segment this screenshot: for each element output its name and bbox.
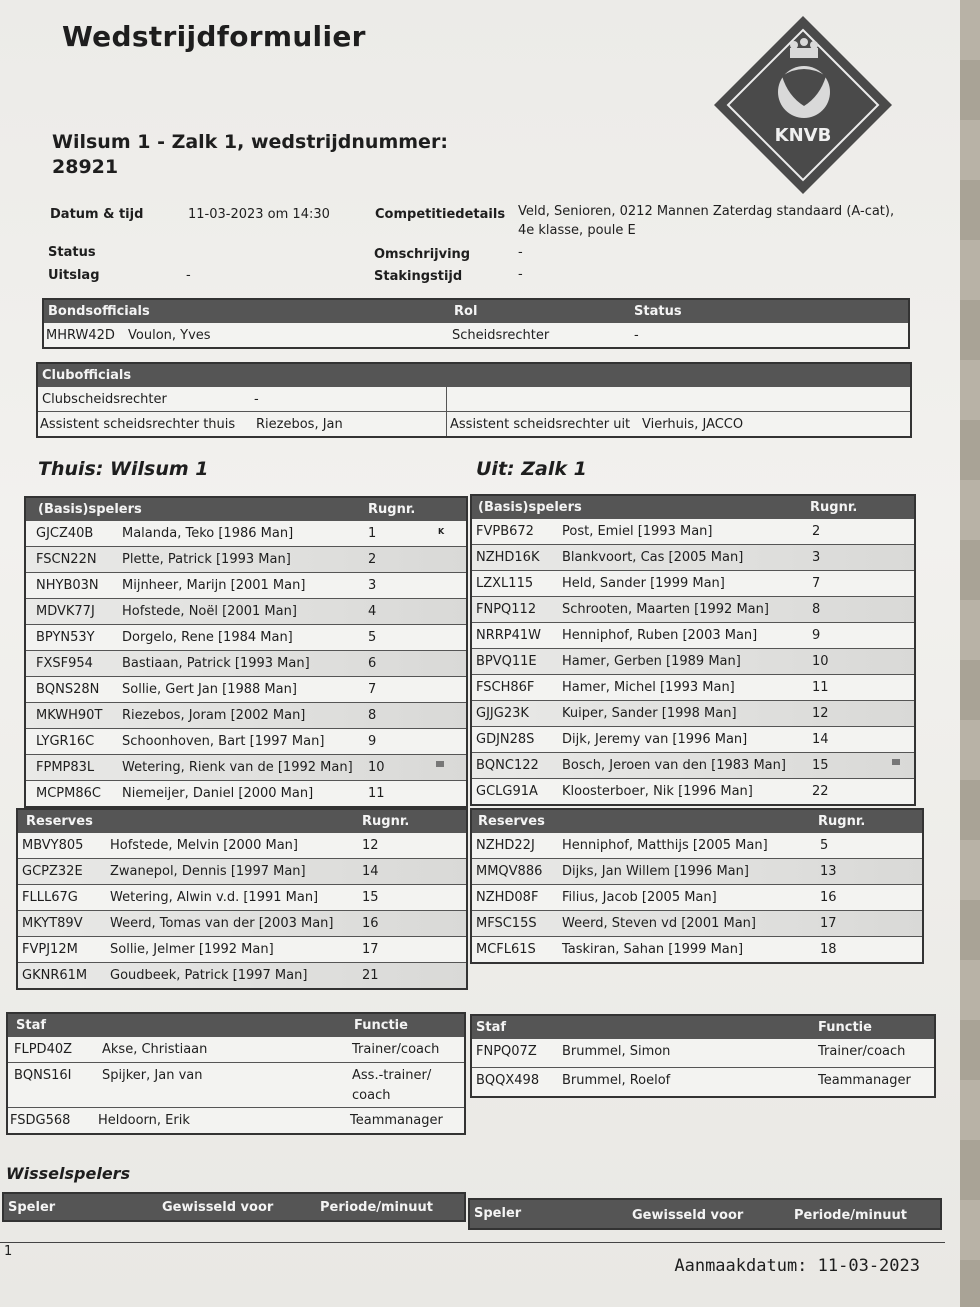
rol-header: Rol	[454, 304, 478, 319]
staf-name: Brummel, Roelof	[562, 1073, 671, 1088]
player-code: BQNC122	[476, 758, 539, 773]
table-row	[18, 884, 466, 910]
table-row	[18, 962, 466, 988]
page-title: Wedstrijdformulier	[62, 20, 366, 53]
player-name: Weerd, Steven vd [2001 Man]	[562, 916, 756, 931]
away-basis-title: (Basis)spelers	[478, 500, 582, 515]
table-row	[472, 622, 914, 648]
table-row	[26, 728, 466, 754]
wissel-gewisseld-header: Gewisseld voor	[632, 1208, 744, 1223]
player-rugnr: 17	[362, 942, 379, 957]
staf-functie: Teammanager	[350, 1113, 443, 1128]
staf-functie: Trainer/coach	[818, 1044, 906, 1059]
home-reserves-title: Reserves	[26, 814, 93, 829]
table-row	[8, 1062, 464, 1107]
player-name: Hofstede, Melvin [2000 Man]	[110, 838, 298, 853]
assistent-uit-value: Vierhuis, JACCO	[642, 417, 744, 432]
away-staf-table	[470, 1014, 936, 1098]
player-code: LZXL115	[476, 576, 534, 591]
staf-code: FSDG568	[10, 1113, 71, 1128]
player-name: Taskiran, Sahan [1999 Man]	[562, 942, 744, 957]
home-rugnr-header: Rugnr.	[368, 502, 416, 517]
assistent-uit-label: Assistent scheidsrechter uit	[450, 417, 631, 432]
player-rugnr: 11	[368, 786, 385, 801]
official-name: Voulon, Yves	[128, 328, 211, 343]
player-code: GJCZ40B	[36, 526, 94, 541]
captain-badge: K	[438, 527, 445, 536]
player-rugnr: 16	[820, 890, 837, 905]
table-row	[472, 700, 914, 726]
staf-code: FLPD40Z	[14, 1042, 73, 1057]
table-row	[472, 752, 914, 778]
bondsofficials-title: Bondsofficials	[48, 304, 150, 319]
player-rugnr: 22	[812, 784, 829, 799]
official-rol: Scheidsrechter	[452, 328, 550, 343]
table-row	[26, 546, 466, 572]
table-row	[472, 1067, 934, 1096]
player-rugnr: 7	[368, 682, 377, 697]
home-reserves-list	[18, 832, 466, 988]
table-row	[26, 702, 466, 728]
bondsofficials-table	[42, 298, 910, 349]
player-name: Post, Emiel [1993 Man]	[562, 524, 713, 539]
table-row	[472, 1038, 934, 1067]
player-name: Hamer, Gerben [1989 Man]	[562, 654, 741, 669]
player-name: Held, Sander [1999 Man]	[562, 576, 725, 591]
player-code: BPYN53Y	[36, 630, 95, 645]
home-staf-header	[8, 1014, 464, 1036]
wisselspelers-title: Wisselspelers	[6, 1164, 131, 1183]
home-basis-title: (Basis)spelers	[38, 502, 142, 517]
player-name: Sollie, Jelmer [1992 Man]	[110, 942, 274, 957]
match-number: 28921	[52, 156, 119, 178]
player-rugnr: 1	[368, 526, 377, 541]
player-code: NRRP41W	[476, 628, 542, 643]
table-row	[26, 520, 466, 546]
player-code: FVPJ12M	[22, 942, 78, 957]
table-row	[472, 778, 914, 804]
player-rugnr: 6	[368, 656, 377, 671]
table-row	[26, 598, 466, 624]
player-code: FPMP83L	[36, 760, 95, 775]
away-basis-header	[472, 496, 914, 518]
player-rugnr: 8	[812, 602, 821, 617]
player-name: Goudbeek, Patrick [1997 Man]	[110, 968, 308, 983]
player-rugnr: 9	[368, 734, 377, 749]
table-row	[472, 570, 914, 596]
player-code: MDVK77J	[36, 604, 95, 619]
omschrijving-label: Omschrijving	[374, 247, 471, 262]
player-name: Riezebos, Joram [2002 Man]	[122, 708, 306, 723]
footer-rule	[0, 1242, 945, 1243]
away-rugnr-header: Rugnr.	[810, 500, 858, 515]
table-row	[38, 411, 910, 436]
away-reserves-list	[472, 832, 922, 962]
away-reserves-rugnr-header: Rugnr.	[818, 814, 866, 829]
table-row	[472, 858, 922, 884]
player-rugnr: 9	[812, 628, 821, 643]
logo-text: KNVB	[774, 125, 832, 146]
table-row	[8, 1107, 464, 1133]
player-code: NZHD16K	[476, 550, 540, 565]
knvb-logo	[712, 14, 894, 196]
table-row	[26, 624, 466, 650]
player-rugnr: 12	[362, 838, 379, 853]
table-row	[26, 572, 466, 598]
table-row	[472, 910, 922, 936]
table-row	[472, 726, 914, 752]
player-rugnr: 21	[362, 968, 379, 983]
stakingstijd-value: -	[518, 267, 523, 282]
wissel-speler-header: Speler	[474, 1206, 522, 1221]
status-label: Status	[48, 245, 96, 260]
player-code: MBVY805	[22, 838, 84, 853]
player-rugnr: 5	[820, 838, 829, 853]
wissel-periode-header: Periode/minuut	[794, 1208, 907, 1223]
player-code: MCFL61S	[476, 942, 536, 957]
player-name: Filius, Jacob [2005 Man]	[562, 890, 717, 905]
uitslag-value: -	[186, 268, 191, 283]
player-code: FVPB672	[476, 524, 534, 539]
table-row	[18, 858, 466, 884]
official-code: MHRW42D	[46, 328, 115, 343]
comp-value-2: 4e klasse, poule E	[518, 223, 636, 238]
staf-name: Heldoorn, Erik	[98, 1113, 190, 1128]
home-staf-title: Staf	[16, 1018, 47, 1033]
away-reserves-title: Reserves	[478, 814, 545, 829]
player-code: LYGR16C	[36, 734, 95, 749]
player-name: Henniphof, Matthijs [2005 Man]	[562, 838, 768, 853]
table-row	[26, 754, 466, 780]
player-rugnr: 3	[812, 550, 821, 565]
player-name: Kloosterboer, Nik [1996 Man]	[562, 784, 753, 799]
away-staf-title: Staf	[476, 1020, 507, 1035]
official-status: -	[634, 328, 639, 343]
player-code: GJJG23K	[476, 706, 529, 721]
player-code: NHYB03N	[36, 578, 99, 593]
table-row	[472, 596, 914, 622]
player-name: Schoonhoven, Bart [1997 Man]	[122, 734, 325, 749]
comp-label: Competitiedetails	[375, 207, 506, 222]
player-name: Sollie, Gert Jan [1988 Man]	[122, 682, 297, 697]
player-code: FXSF954	[36, 656, 93, 671]
player-code: BPVQ11E	[476, 654, 537, 669]
player-code: MKWH90T	[36, 708, 103, 723]
table-row	[472, 884, 922, 910]
player-name: Dorgelo, Rene [1984 Man]	[122, 630, 293, 645]
comp-value-1: Veld, Senioren, 0212 Mannen Zaterdag standaard (A-cat),	[518, 204, 895, 219]
home-reserves-table	[16, 808, 468, 990]
omschrijving-value: -	[518, 245, 523, 260]
clubofficials-title: Clubofficials	[42, 368, 132, 383]
staf-code: BQQX498	[476, 1073, 540, 1088]
clubscheidsrechter-label: Clubscheidsrechter	[42, 392, 167, 407]
match-heading	[52, 130, 492, 180]
away-team-title: Uit: Zalk 1	[476, 458, 587, 480]
table-row	[26, 780, 466, 806]
card-icon	[436, 761, 444, 767]
table-row	[472, 936, 922, 962]
player-rugnr: 16	[362, 916, 379, 931]
player-rugnr: 17	[820, 916, 837, 931]
staf-name: Spijker, Jan van	[102, 1068, 203, 1083]
table-row	[472, 518, 914, 544]
table-row	[472, 544, 914, 570]
player-code: BQNS28N	[36, 682, 100, 697]
wissel-speler-header: Speler	[8, 1200, 56, 1215]
player-rugnr: 10	[368, 760, 385, 775]
player-name: Malanda, Teko [1986 Man]	[122, 526, 294, 541]
uitslag-label: Uitslag	[48, 268, 100, 283]
datum-value: 11-03-2023 om 14:30	[188, 207, 330, 222]
player-name: Niemeijer, Daniel [2000 Man]	[122, 786, 314, 801]
away-reserves-table	[470, 808, 924, 964]
bondsofficials-header	[44, 300, 908, 322]
home-reserves-header	[18, 810, 466, 832]
staf-code: FNPQ07Z	[476, 1044, 537, 1059]
table-row	[38, 386, 910, 411]
player-name: Kuiper, Sander [1998 Man]	[562, 706, 737, 721]
player-code: FLLL67G	[22, 890, 78, 905]
player-code: FSCH86F	[476, 680, 535, 695]
home-functie-header: Functie	[354, 1018, 408, 1033]
player-rugnr: 11	[812, 680, 829, 695]
wood-background	[960, 0, 980, 1307]
player-name: Dijk, Jeremy van [1996 Man]	[562, 732, 748, 747]
datum-label: Datum & tijd	[50, 207, 144, 222]
player-name: Henniphof, Ruben [2003 Man]	[562, 628, 758, 643]
staf-functie: Ass.-trainer/	[352, 1068, 432, 1083]
table-row	[472, 674, 914, 700]
home-players-list	[26, 520, 466, 806]
table-row	[26, 676, 466, 702]
staf-name: Akse, Christiaan	[102, 1042, 208, 1057]
player-name: Zwanepol, Dennis [1997 Man]	[110, 864, 306, 879]
player-rugnr: 14	[812, 732, 829, 747]
clubofficials-header	[38, 364, 910, 386]
player-code: FSCN22N	[36, 552, 97, 567]
clubofficials-table	[36, 362, 912, 438]
player-name: Hofstede, Noël [2001 Man]	[122, 604, 297, 619]
table-row	[472, 648, 914, 674]
away-functie-header: Functie	[818, 1020, 872, 1035]
player-name: Dijks, Jan Willem [1996 Man]	[562, 864, 749, 879]
player-rugnr: 15	[362, 890, 379, 905]
clubscheidsrechter-value: -	[254, 392, 259, 407]
match-line-1: Wilsum 1 - Zalk 1, wedstrijdnummer:	[52, 131, 448, 153]
staf-code: BQNS16I	[14, 1068, 72, 1083]
player-rugnr: 18	[820, 942, 837, 957]
player-rugnr: 2	[812, 524, 821, 539]
status-header: Status	[634, 304, 682, 319]
player-name: Bosch, Jeroen van den [1983 Man]	[562, 758, 786, 773]
player-name: Blankvoort, Cas [2005 Man]	[562, 550, 744, 565]
player-rugnr: 3	[368, 578, 377, 593]
page-number: 1	[4, 1244, 13, 1259]
aanmaakdatum: Aanmaakdatum: 11-03-2023	[674, 1256, 920, 1276]
away-basis-table	[470, 494, 916, 806]
player-name: Plette, Patrick [1993 Man]	[122, 552, 291, 567]
player-name: Mijnheer, Marijn [2001 Man]	[122, 578, 306, 593]
player-rugnr: 13	[820, 864, 837, 879]
player-code: MMQV886	[476, 864, 543, 879]
player-name: Bastiaan, Patrick [1993 Man]	[122, 656, 310, 671]
assistent-thuis-value: Riezebos, Jan	[256, 417, 343, 432]
away-wissel-header	[468, 1198, 942, 1230]
player-code: FNPQ112	[476, 602, 537, 617]
player-rugnr: 2	[368, 552, 377, 567]
player-name: Wetering, Rienk van de [1992 Man]	[122, 760, 353, 775]
stakingstijd-label: Stakingstijd	[374, 269, 463, 284]
staf-functie: Trainer/coach	[352, 1042, 440, 1057]
away-reserves-header	[472, 810, 922, 832]
player-rugnr: 8	[368, 708, 377, 723]
away-players-list	[472, 518, 914, 804]
staf-functie-line2: coach	[352, 1088, 391, 1103]
home-reserves-rugnr-header: Rugnr.	[362, 814, 410, 829]
table-row	[44, 322, 908, 347]
player-name: Schrooten, Maarten [1992 Man]	[562, 602, 769, 617]
home-wissel-header	[2, 1192, 466, 1222]
player-rugnr: 7	[812, 576, 821, 591]
table-row	[18, 936, 466, 962]
table-row	[26, 650, 466, 676]
staf-name: Brummel, Simon	[562, 1044, 671, 1059]
staf-functie: Teammanager	[818, 1073, 911, 1088]
wissel-periode-header: Periode/minuut	[320, 1200, 433, 1215]
player-code: GCLG91A	[476, 784, 538, 799]
player-code: GKNR61M	[22, 968, 88, 983]
player-name: Weerd, Tomas van der [2003 Man]	[110, 916, 334, 931]
assistent-thuis-label: Assistent scheidsrechter thuis	[40, 417, 236, 432]
card-icon	[892, 759, 900, 765]
home-staf-table	[6, 1012, 466, 1135]
away-staf-header	[472, 1016, 934, 1038]
player-rugnr: 10	[812, 654, 829, 669]
player-rugnr: 12	[812, 706, 829, 721]
player-rugnr: 15	[812, 758, 829, 773]
wissel-gewisseld-header: Gewisseld voor	[162, 1200, 274, 1215]
player-rugnr: 4	[368, 604, 377, 619]
player-rugnr: 5	[368, 630, 377, 645]
player-code: NZHD08F	[476, 890, 539, 905]
player-code: MFSC15S	[476, 916, 537, 931]
player-name: Hamer, Michel [1993 Man]	[562, 680, 735, 695]
home-team-title: Thuis: Wilsum 1	[38, 458, 209, 480]
player-name: Wetering, Alwin v.d. [1991 Man]	[110, 890, 319, 905]
home-basis-table	[24, 496, 468, 808]
player-rugnr: 14	[362, 864, 379, 879]
table-row	[18, 832, 466, 858]
player-code: MCPM86C	[36, 786, 101, 801]
player-code: NZHD22J	[476, 838, 535, 853]
home-basis-header	[26, 498, 466, 520]
player-code: MKYT89V	[22, 916, 83, 931]
player-code: GDJN28S	[476, 732, 535, 747]
player-code: GCPZ32E	[22, 864, 83, 879]
table-row	[472, 832, 922, 858]
table-row	[18, 910, 466, 936]
table-row	[8, 1036, 464, 1062]
